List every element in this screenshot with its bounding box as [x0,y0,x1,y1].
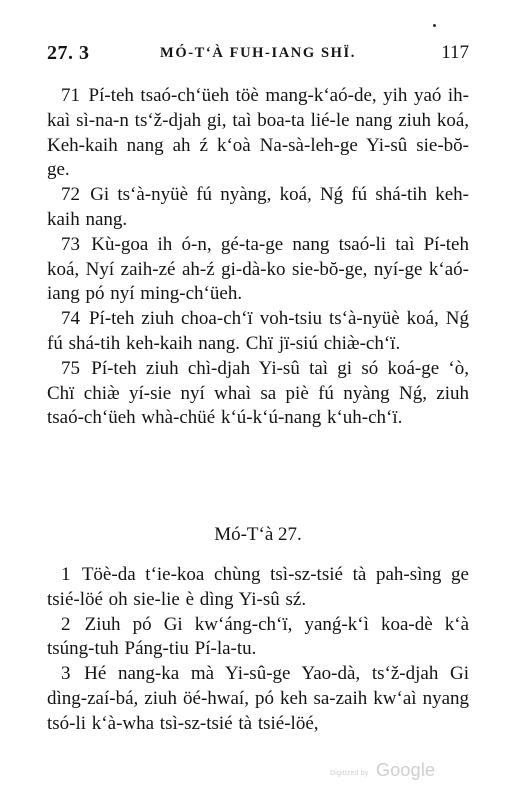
page-number: 117 [441,42,469,63]
verse-text: Kù-goa ih ó-n, gé-ta-ge nang tsaó-li taì Pí-teh koá, Nyí zaih-zé ah-ź gi-dà-ko sie-bŏ-ge, nyí-ge k‘aó-iang pó nyí ming-ch‘üeh. [47,233,469,305]
verse-number: 74 [61,308,80,330]
verse-number: 1 [61,564,71,585]
verse-number: 72 [61,184,80,206]
verse-number: 2 [61,613,71,635]
page-header [47,42,469,68]
running-title: MÓ-T‘À FUH-IANG SHÏ. [160,45,356,61]
verses-bottom [47,563,469,737]
verse [47,357,469,431]
digitized-by-google-watermark [330,760,438,784]
verse-text: Töè-da t‘ie-koa chùng tsì-sz-tsié tà pah-sìng ge tsié-löé oh sie-lie è dìng Yi-sû sź. [47,564,469,610]
verse-number: 73 [61,233,80,255]
verse [47,662,469,736]
verse-number: 75 [61,357,80,379]
chapter-verse-ref: 27. 3 [47,42,90,64]
verse [47,183,469,233]
verse [47,613,469,663]
verse-text: Pí-teh tsaó-ch‘üeh töè mang-k‘aó-de, yih yaó ih-kaì sì-na-n ts‘ž-djah gi, taì boa-ta lié-le nang ziuh koá, Keh-kaih nang ah ź k‘oà Na-sà-leh-ge Yi-sû sie-bŏ-ge. [47,85,470,181]
verse-number: 71 [61,85,80,106]
verse-text: Gi ts‘à-nyüè fú nyàng, koá, Nǵ fú shá-tih keh-kaih nang. [47,184,469,230]
verse-text: Ziuh pó Gi kw‘áng-ch‘ï, yanǵ-k‘ì koa-dè k‘à tsúng-tuh Páng-tiu Pí-la-tu. [47,613,470,660]
verse-number: 3 [61,663,71,685]
verses-top [47,84,469,431]
watermark-digitized-text: Digitized by [330,770,369,777]
verse [47,307,469,357]
verse-text: Hé nang-ka mà Yi-sû-ge Yao-dà, ts‘ž-djah Gi dìng-zaí-bá, ziuh öé-hwaí, pó keh sa-zaih kw‘aì nyang tsó-li k‘à-wha tsì-sz-tsié tà tsié-löé, [47,663,469,734]
verse-text: Pí-teh ziuh chì-djah Yi-sû taì gi só koá-ge ‘ò, Chï chiæ̀ yí-sie nyí whaì sa piè fú nyàng Nǵ, ziuh tsaó-ch‘üeh whà-chüé k‘ú-k‘ú-nang k‘uh-ch‘ï. [47,357,469,429]
verse-text: Pí-teh ziuh choa-ch‘ï voh-tsiu ts‘à-nyüè koá, Nǵ fú shá-tih keh-kaih nang. Chï jï-siú chiæ̀-ch‘ï. [47,308,469,354]
verse [47,563,469,613]
google-logo-text: Google [376,760,436,780]
verse [47,233,469,307]
verse [47,84,469,183]
chapter-heading: Mó-T‘à 27. [214,524,302,545]
ink-speck [433,24,436,27]
